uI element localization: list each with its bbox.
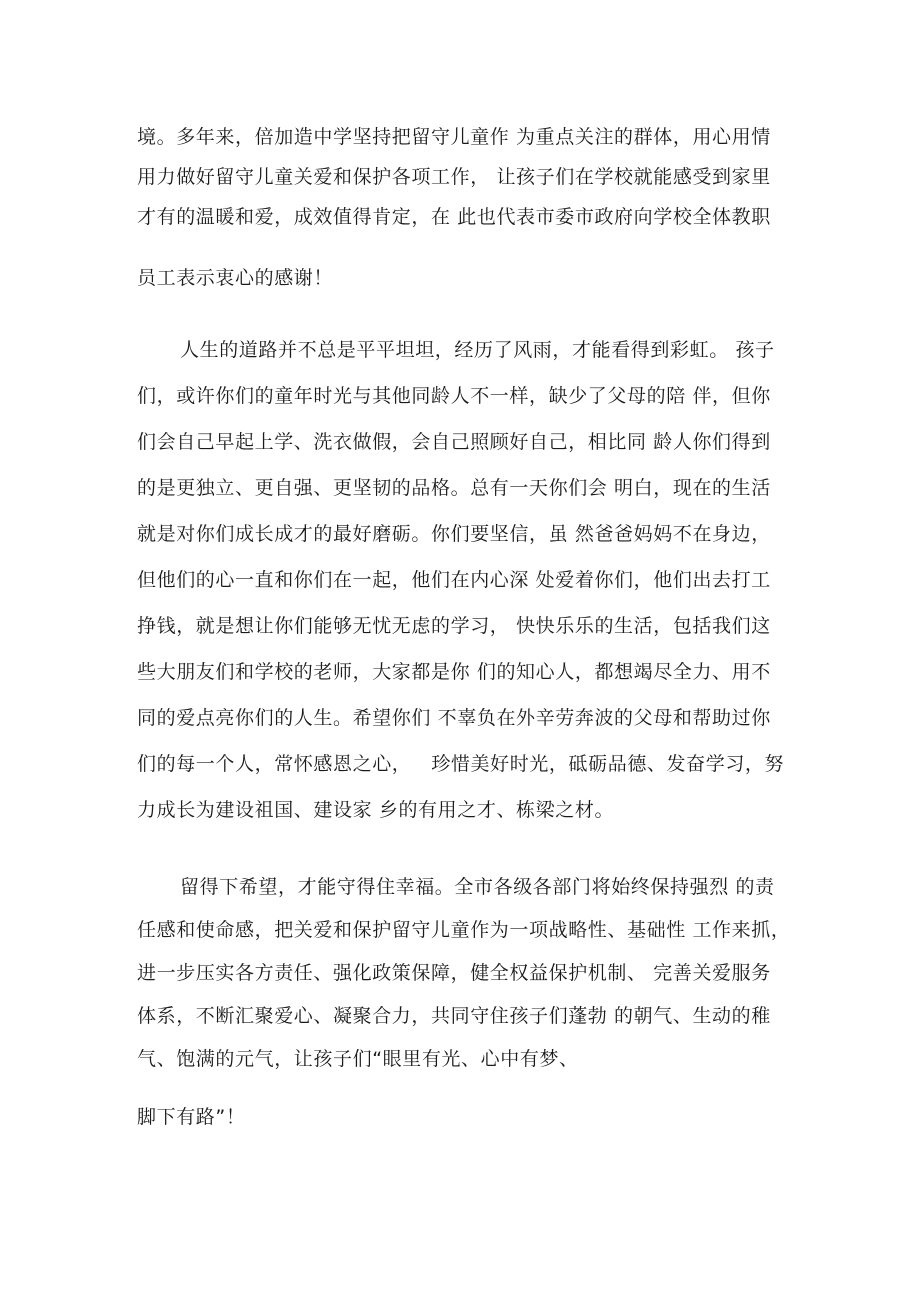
paragraph-2-line-6: 但他们的心一直和你们在一起，他们在内心深 处爱着你们，他们出去打工 [137, 569, 771, 591]
paragraph-3-line-1: 留得下希望，才能守得住幸福。全市各级各部门将始终保持强烈 的责 [180, 876, 775, 898]
paragraph-2-line-11: 力成长为建设祖国、建设家 乡的有用之才、栋梁之材。 [137, 799, 615, 821]
paragraph-1-line-2: 用力做好留守儿童关爱和保护各项工作， 让孩子们在学校就能感受到家里 [137, 166, 771, 188]
paragraph-2-line-10: 们的每一个人，常怀感恩之心， 珍惜美好时光，砥砺品德、发奋学习，努 [137, 753, 785, 775]
paragraph-3-line-4: 体系，不断汇聚爱心、凝聚合力，共同守住孩子们蓬勃 的朝气、生动的稚 [137, 1005, 771, 1027]
paragraph-3-line-5: 气、饱满的元气，让孩子们“眼里有光、心中有梦、 [137, 1048, 579, 1070]
paragraph-1-line-1: 境。多年来，倍加造中学坚持把留守儿童作 为重点关注的群体，用心用情 [137, 126, 771, 148]
paragraph-3-line-3: 进一步压实各方责任、强化政策保障，健全权益保护机制、 完善关爱服务 [137, 962, 771, 984]
paragraph-2-line-7: 挣钱，就是想让你们能够无忧无虑的学习， 快快乐乐的生活，包括我们这 [137, 615, 771, 637]
paragraph-2-line-5: 就是对你们成长成才的最好磨砺。你们要坚信，虽 然爸爸妈妈不在身边， [137, 523, 771, 545]
paragraph-3-line-6: 脚下有路”！ [137, 1106, 246, 1128]
paragraph-1-line-4: 员工表示衷心的感谢！ [137, 267, 334, 289]
paragraph-2-line-2: 们，或许你们的童年时光与其他同龄人不一样，缺少了父母的陪 伴，但你 [137, 385, 771, 407]
paragraph-2-line-3: 们会自己早起上学、洗衣做假，会自己照顾好自己，相比同 龄人你们得到 [137, 431, 771, 453]
paragraph-2-line-9: 同的爱点亮你们的人生。希望你们 不辜负在外辛劳奔波的父母和帮助过你 [137, 707, 771, 729]
paragraph-3-line-2: 任感和使命感，把关爱和保护留守儿童作为一项战略性、基础性 工作来抓， [137, 919, 791, 941]
paragraph-2-line-4: 的是更独立、更自强、更坚韧的品格。总有一天你们会 明白，现在的生活 [137, 477, 771, 499]
paragraph-2-line-8: 些大朋友们和学校的老师，大家都是你 们的知心人，都想竭尽全力、用不 [137, 661, 771, 683]
paragraph-2-line-1: 人生的道路并不总是平平坦坦，经历了风雨，才能看得到彩虹。 孩子 [180, 339, 775, 361]
paragraph-1-line-3: 才有的温暖和爱，成效值得肯定，在 此也代表市委市政府向学校全体教职 [137, 206, 771, 228]
